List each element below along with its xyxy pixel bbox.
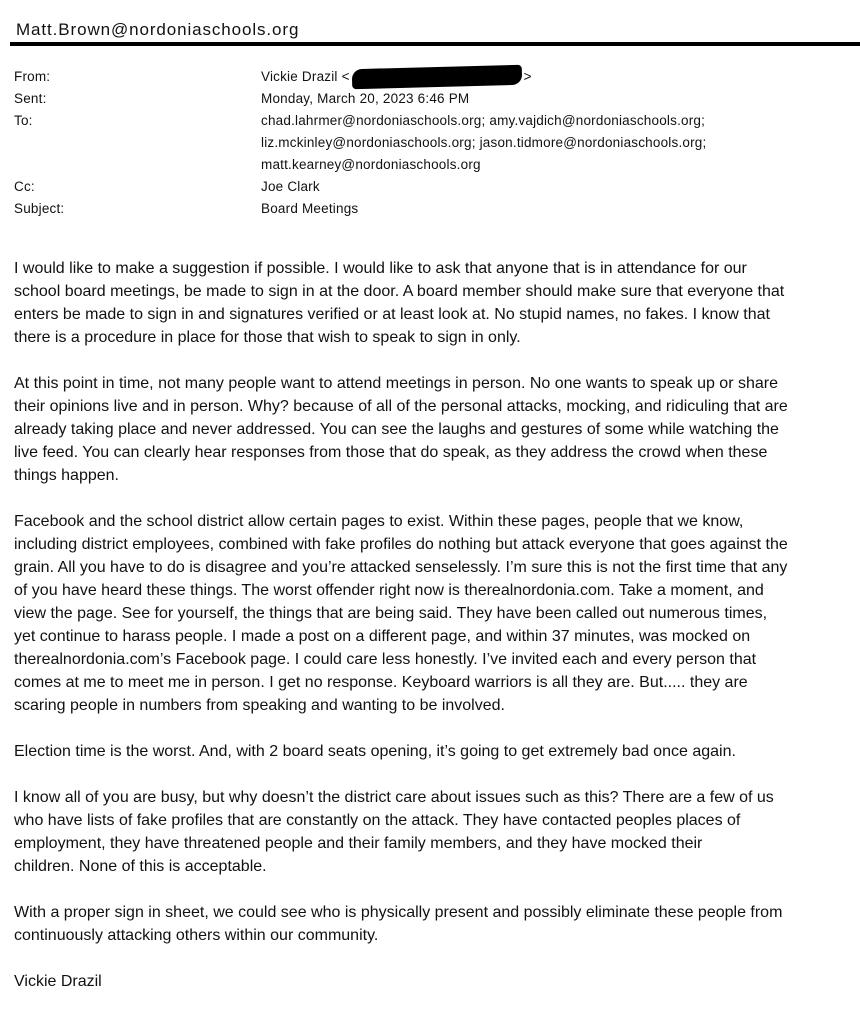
to-line: liz.mckinley@nordoniaschools.org; jason.tidmore@nordoniaschools.org; (261, 135, 707, 150)
sent-row (14, 88, 854, 110)
cc-row (14, 176, 854, 198)
header-divider (10, 42, 860, 46)
to-label: To: (14, 113, 33, 128)
email-header (14, 66, 854, 220)
sent-value: Monday, March 20, 2023 6:46 PM (261, 91, 470, 106)
signature: Vickie Drazil (14, 973, 102, 990)
to-line: matt.kearney@nordoniaschools.org (261, 157, 481, 172)
redaction-mark (351, 65, 521, 89)
body-paragraph: Election time is the worst. And, with 2 board seats opening, it’s going to get extremely bad once again. (14, 743, 736, 760)
to-line: chad.lahrmer@nordoniaschools.org; amy.vajdich@nordoniaschools.org; (261, 113, 706, 128)
sent-label: Sent: (14, 91, 47, 106)
body-paragraph: I know all of you are busy, but why doesn’t the district care about issues such as this? There are a few of us who have lists of fake profiles that are constantly on the attack. They have contacted peoples places of employment, they have threatened people and their family members, and they have mocked their children. None of this is acceptable. (14, 789, 774, 875)
to-row (14, 110, 854, 176)
subject-row (14, 198, 854, 220)
from-value (261, 66, 854, 88)
body-paragraph: I would like to make a suggestion if possible. I would like to ask that anyone that is in attendance for our school board meetings, be made to sign in at the door. A board member should make sure that everyone that enters be made to sign in and signatures verified or at least look at. No stupid names, no fakes. I know that there is a procedure in place for those that wish to speak to sign in only. (14, 260, 785, 346)
from-end: > (523, 69, 532, 84)
to-value (261, 110, 854, 176)
account-email: Matt.Brown@nordoniaschools.org (16, 20, 300, 39)
email-body (14, 257, 860, 993)
from-row (14, 66, 854, 88)
body-paragraph: At this point in time, not many people want to attend meetings in person. No one wants to speak up or share their opinions live and in person. Why? because of all of the personal attacks, mocking, and ridiculing that are already taking place and never addressed. You can see the laughs and gestures of some while watching the live feed. You can clearly hear responses from those that do speak, as they address the crowd when these things happen. (14, 375, 788, 484)
subject-label: Subject: (14, 201, 65, 216)
body-paragraph: Facebook and the school district allow certain pages to exist. Within these pages, people that we know, including district employees, combined with fake profiles do nothing but attack everyone that goes against the grain. All you have to do is disagree and you’re attacked senselessly. I’m sure this is not the first time that any of you have heard these things. The worst offender right now is therealnordonia.com. Take a moment, and view the page. See for yourself, the things that are being said. They have been called out numerous times, yet continue to harass people. I made a post on a different page, and within 37 minutes, was mocked on therealnordonia.com’s Facebook page. I could care less honestly. I’ve invited each and every person that comes at me to meet me in person. I get no response. Keyboard warriors is all they are. But..... they are scaring people in numbers from speaking and wanting to be involved. (14, 513, 788, 714)
subject-value: Board Meetings (261, 201, 359, 216)
body-paragraph: With a proper sign in sheet, we could see who is physically present and possibly eliminate these people from continuously attacking others within our community. (14, 904, 783, 944)
cc-label: Cc: (14, 179, 35, 194)
from-label: From: (14, 69, 51, 84)
from-name: Vickie Drazil < (261, 69, 350, 84)
cc-value: Joe Clark (261, 179, 320, 194)
